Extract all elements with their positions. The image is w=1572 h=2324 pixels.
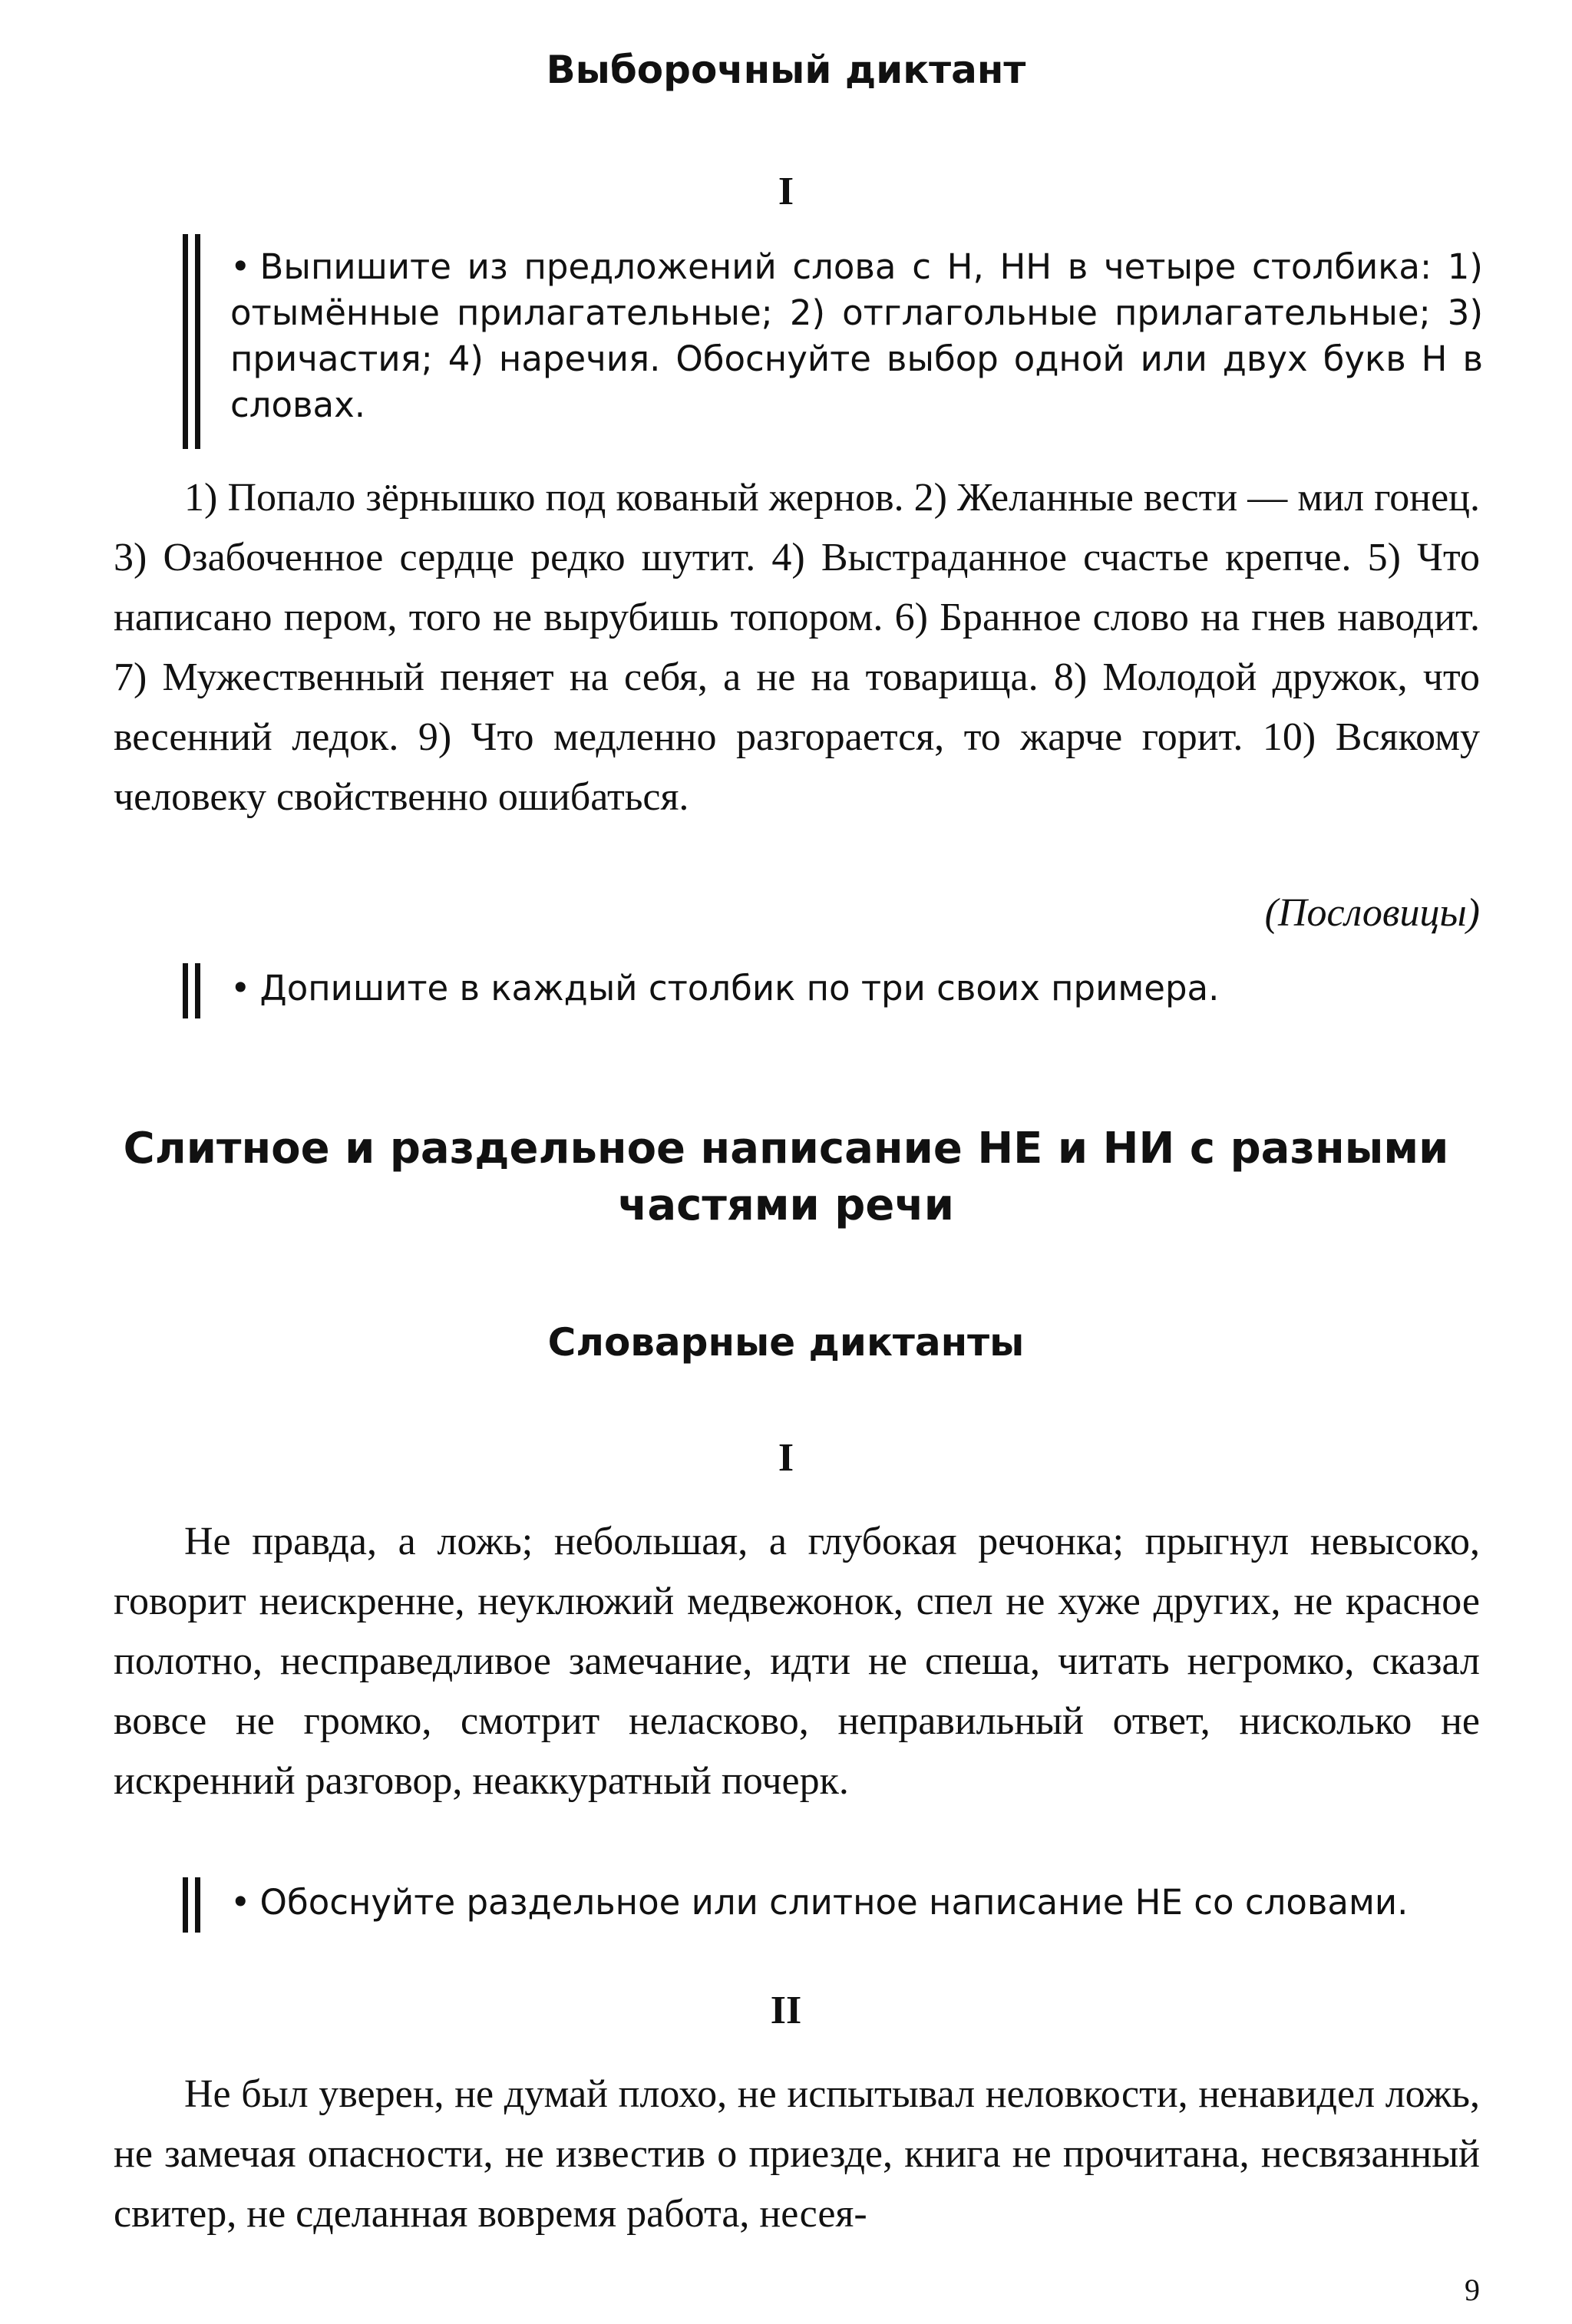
- task3-bar-left: [183, 1877, 188, 1933]
- task-instruction: [230, 244, 1483, 428]
- proverbs-text: 1) Попало зёрнышко под кованый жернов. 2) Желанные вести — мил гонец. 3) Озабоченное сердце редко шутит. 4) Выстраданное счастье крепче. 5) Что написано пером, того не вырубишь топором. 6) Бранное слово на гнев наводит. 7) Мужественный пеняет на себя, а не на товарища. 8) Молодой дружок, что весенний ледок. 9) Что медленно разгорается, то жарче горит. 10) Всякому человеку свойственно ошибаться.: [114, 476, 1480, 819]
- task3-bar-right: [195, 1877, 200, 1933]
- task2-bar-right: [195, 963, 200, 1018]
- page-number: 9: [1465, 2273, 1480, 2307]
- exercise-number-2-vocab: II: [770, 1989, 802, 2032]
- section-title-selective-dictation: Выборочный диктант: [546, 48, 1026, 92]
- section-title-line-2: частями речи: [617, 1180, 955, 1230]
- task-bar-left: [183, 234, 188, 449]
- bullet-icon: •: [230, 968, 251, 1008]
- exercise-number-1-vocab: I: [778, 1436, 794, 1480]
- task2-instruction-text: Допишите в каждый столбик по три своих примера.: [259, 968, 1220, 1008]
- exercise-number-1: I: [778, 170, 794, 213]
- task2-instruction: [230, 966, 1483, 1012]
- task3-instruction-text: Обоснуйте раздельное или слитное написание НЕ со словами.: [259, 1882, 1409, 1923]
- vocab-dictation-1-text: Не правда, а ложь; небольшая, а глубокая речонка; прыгнул невысоко, говорит неискренне, неуклюжий медвежонок, спел не хуже других, не красное полотно, несправедливое замечание, идти не спеша, читать негромко, сказал вовсе не громко, смотрит неласково, неправильный ответ, нисколько не искренний разговор, неаккуратный почерк.: [114, 1520, 1480, 1803]
- source-attribution: (Пословицы): [1264, 891, 1480, 935]
- task2-bar-left: [183, 963, 188, 1018]
- bullet-icon: •: [230, 1882, 251, 1923]
- task-instruction-text: Выпишите из предложений слова с Н, НН в четыре столбика: 1) отымённые прилагательные; 2) отглагольные прилагательные; 3) причастия; 4) наречия. Обоснуйте выбор одной или двух букв Н в словах.: [230, 246, 1483, 425]
- subsection-title-vocabulary-dictations: Словарные диктанты: [547, 1320, 1025, 1365]
- section-title-line-1: Слитное и раздельное написание НЕ и НИ с разными: [123, 1124, 1449, 1174]
- task-bar-right: [195, 234, 200, 449]
- bullet-icon: •: [230, 246, 251, 287]
- task3-instruction: [230, 1880, 1483, 1926]
- section-title-ne-ni: [0, 1121, 1572, 1234]
- vocab-dictation-2-text: Не был уверен, не думай плохо, не испытывал неловкости, ненавидел ложь, не замечая опасности, не известив о приезде, книга не прочитана, несвязанный свитер, не сделанная вовремя работа, несея-: [114, 2072, 1480, 2236]
